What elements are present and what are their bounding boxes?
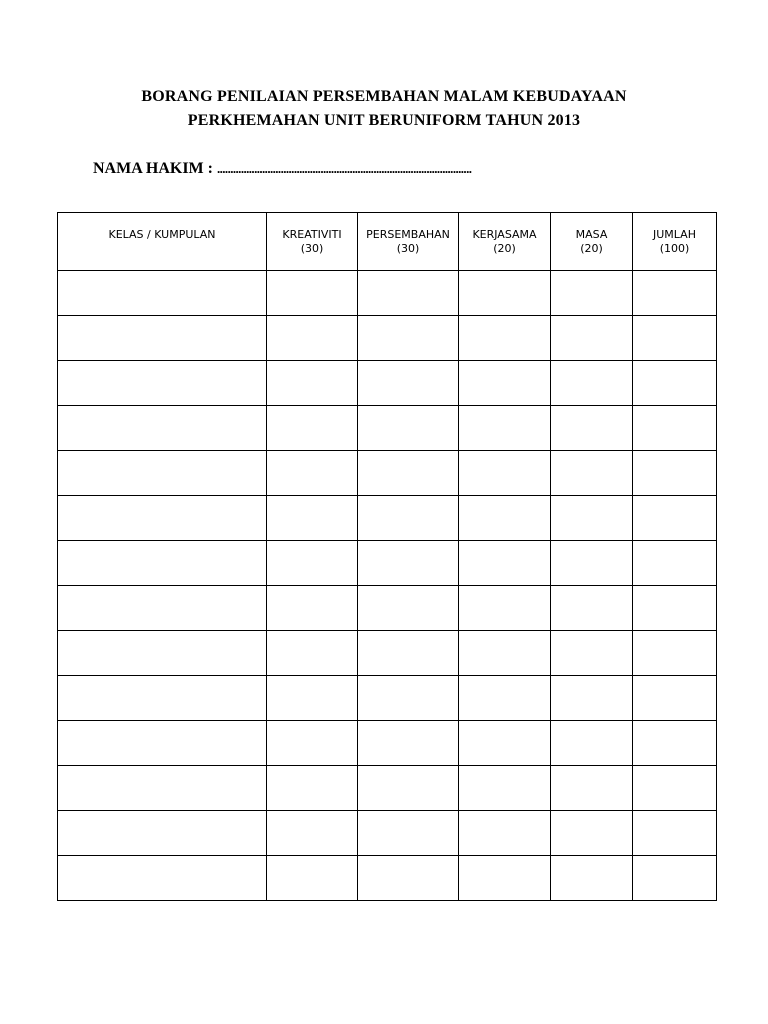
persembahan-cell[interactable] <box>358 316 459 361</box>
jumlah-cell[interactable] <box>633 496 717 541</box>
header-label: PERSEMBAHAN <box>366 228 450 241</box>
score-table-body <box>58 271 717 901</box>
judge-name-blank[interactable]: ................................................................................................ <box>216 161 472 176</box>
kelas-kumpulan-cell[interactable] <box>58 361 267 406</box>
header-label: MASA <box>575 228 608 241</box>
kelas-kumpulan-cell[interactable] <box>58 316 267 361</box>
masa-cell[interactable] <box>551 631 633 676</box>
form-title-line2: PERKHEMAHAN UNIT BERUNIFORM TAHUN 2013 <box>187 112 581 129</box>
table-row <box>58 766 717 811</box>
persembahan-cell[interactable] <box>358 451 459 496</box>
table-row <box>58 316 717 361</box>
kerjasama-cell[interactable] <box>459 451 551 496</box>
persembahan-cell[interactable] <box>358 541 459 586</box>
kreativiti-cell[interactable] <box>267 586 358 631</box>
table-row <box>58 406 717 451</box>
jumlah-cell[interactable] <box>633 586 717 631</box>
table-row <box>58 811 717 856</box>
kelas-kumpulan-cell[interactable] <box>58 271 267 316</box>
kreativiti-cell[interactable] <box>267 721 358 766</box>
header-points: (30) <box>396 242 420 255</box>
persembahan-cell[interactable] <box>358 406 459 451</box>
persembahan-cell[interactable] <box>358 721 459 766</box>
header-label: KREATIVITI <box>282 228 342 241</box>
masa-cell[interactable] <box>551 856 633 901</box>
jumlah-cell[interactable] <box>633 811 717 856</box>
kreativiti-cell[interactable] <box>267 631 358 676</box>
persembahan-cell[interactable] <box>358 766 459 811</box>
masa-cell[interactable] <box>551 361 633 406</box>
kerjasama-cell[interactable] <box>459 766 551 811</box>
persembahan-cell[interactable] <box>358 631 459 676</box>
persembahan-cell[interactable] <box>358 676 459 721</box>
score-table <box>57 212 717 901</box>
jumlah-cell[interactable] <box>633 856 717 901</box>
jumlah-cell[interactable] <box>633 271 717 316</box>
kerjasama-cell[interactable] <box>459 361 551 406</box>
persembahan-cell[interactable] <box>358 586 459 631</box>
kreativiti-cell[interactable] <box>267 541 358 586</box>
kreativiti-cell[interactable] <box>267 316 358 361</box>
table-row <box>58 721 717 766</box>
kelas-kumpulan-cell[interactable] <box>58 676 267 721</box>
kerjasama-cell[interactable] <box>459 271 551 316</box>
persembahan-cell[interactable] <box>358 856 459 901</box>
jumlah-cell[interactable] <box>633 766 717 811</box>
masa-cell[interactable] <box>551 676 633 721</box>
jumlah-cell[interactable] <box>633 361 717 406</box>
kreativiti-cell[interactable] <box>267 406 358 451</box>
persembahan-cell[interactable] <box>358 271 459 316</box>
masa-cell[interactable] <box>551 721 633 766</box>
kelas-kumpulan-cell[interactable] <box>58 811 267 856</box>
masa-cell[interactable] <box>551 496 633 541</box>
kreativiti-cell[interactable] <box>267 766 358 811</box>
judge-name-field[interactable] <box>93 160 471 178</box>
persembahan-cell[interactable] <box>358 496 459 541</box>
jumlah-cell[interactable] <box>633 451 717 496</box>
table-row <box>58 676 717 721</box>
kelas-kumpulan-cell[interactable] <box>58 631 267 676</box>
kelas-kumpulan-cell[interactable] <box>58 721 267 766</box>
persembahan-cell[interactable] <box>358 361 459 406</box>
table-row <box>58 856 717 901</box>
header-kerjasama <box>459 213 551 271</box>
kerjasama-cell[interactable] <box>459 811 551 856</box>
kreativiti-cell[interactable] <box>267 271 358 316</box>
kerjasama-cell[interactable] <box>459 721 551 766</box>
masa-cell[interactable] <box>551 451 633 496</box>
kelas-kumpulan-cell[interactable] <box>58 766 267 811</box>
kerjasama-cell[interactable] <box>459 316 551 361</box>
table-row <box>58 541 717 586</box>
masa-cell[interactable] <box>551 586 633 631</box>
jumlah-cell[interactable] <box>633 541 717 586</box>
kerjasama-cell[interactable] <box>459 631 551 676</box>
kelas-kumpulan-cell[interactable] <box>58 586 267 631</box>
kelas-kumpulan-cell[interactable] <box>58 406 267 451</box>
kreativiti-cell[interactable] <box>267 451 358 496</box>
kerjasama-cell[interactable] <box>459 856 551 901</box>
header-label: JUMLAH <box>653 228 696 241</box>
header-points: (30) <box>300 242 324 255</box>
kreativiti-cell[interactable] <box>267 856 358 901</box>
kelas-kumpulan-cell[interactable] <box>58 856 267 901</box>
header-label: KELAS / KUMPULAN <box>108 228 216 241</box>
score-table-header <box>58 213 717 271</box>
header-kreativiti <box>267 213 358 271</box>
header-points: (20) <box>493 242 516 255</box>
kerjasama-cell[interactable] <box>459 676 551 721</box>
kelas-kumpulan-cell[interactable] <box>58 541 267 586</box>
kelas-kumpulan-cell[interactable] <box>58 451 267 496</box>
jumlah-cell[interactable] <box>633 406 717 451</box>
kelas-kumpulan-cell[interactable] <box>58 496 267 541</box>
judge-name-label: NAMA HAKIM : <box>93 160 213 177</box>
header-label: KERJASAMA <box>472 228 537 241</box>
header-jumlah <box>633 213 717 271</box>
kreativiti-cell[interactable] <box>267 811 358 856</box>
header-kelas-kumpulan <box>58 213 267 271</box>
masa-cell[interactable] <box>551 541 633 586</box>
kerjasama-cell[interactable] <box>459 496 551 541</box>
kerjasama-cell[interactable] <box>459 406 551 451</box>
kreativiti-cell[interactable] <box>267 361 358 406</box>
table-row <box>58 451 717 496</box>
kreativiti-cell[interactable] <box>267 496 358 541</box>
header-masa <box>551 213 633 271</box>
header-points: (100) <box>659 242 690 255</box>
kerjasama-cell[interactable] <box>459 541 551 586</box>
masa-cell[interactable] <box>551 316 633 361</box>
masa-cell[interactable] <box>551 271 633 316</box>
table-row <box>58 586 717 631</box>
masa-cell[interactable] <box>551 811 633 856</box>
jumlah-cell[interactable] <box>633 631 717 676</box>
kerjasama-cell[interactable] <box>459 586 551 631</box>
form-title-line1: BORANG PENILAIAN PERSEMBAHAN MALAM KEBUDAYAAN <box>141 88 627 105</box>
jumlah-cell[interactable] <box>633 316 717 361</box>
table-row <box>58 271 717 316</box>
jumlah-cell[interactable] <box>633 721 717 766</box>
kreativiti-cell[interactable] <box>267 676 358 721</box>
header-points: (20) <box>580 242 603 255</box>
masa-cell[interactable] <box>551 766 633 811</box>
table-row <box>58 361 717 406</box>
header-persembahan <box>358 213 459 271</box>
jumlah-cell[interactable] <box>633 676 717 721</box>
masa-cell[interactable] <box>551 406 633 451</box>
table-row <box>58 496 717 541</box>
table-row <box>58 631 717 676</box>
persembahan-cell[interactable] <box>358 811 459 856</box>
